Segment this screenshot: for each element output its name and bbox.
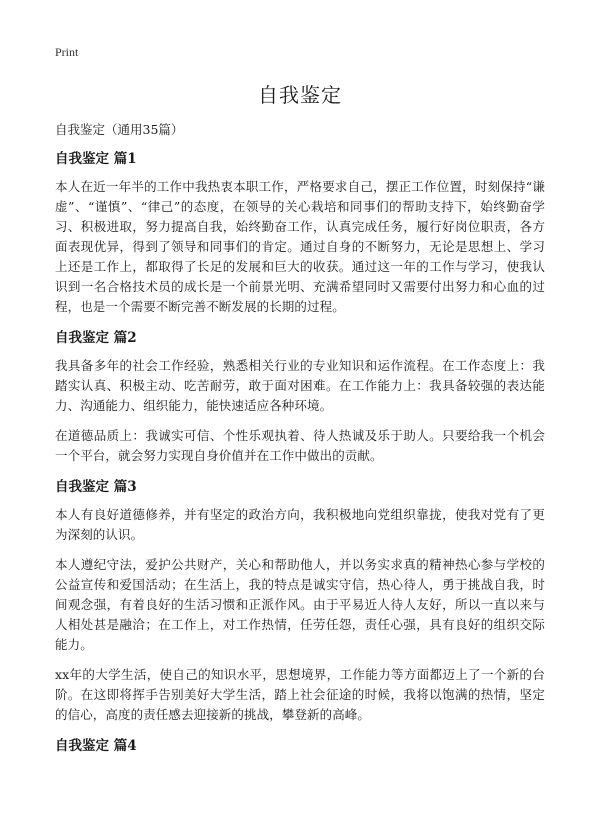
section-3-paragraph-1: 本人有良好道德修养，并有坚定的政治方向，我积极地向党组织靠拢，使我对党有了更为深刻的认识。 xyxy=(55,507,545,542)
section-3-paragraph-3: xx年的大学生活，使自己的知识水平，思想境界，工作能力等方面都迈上了一个新的台阶。在这即将挥手告别美好大学生活，踏上社会征途的时候，我将以饱满的热情，坚定的信心，高度的责任感去迎接新的挑战，攀登新的高峰。 xyxy=(55,667,545,722)
section-heading-1: 自我鉴定 篇1 xyxy=(55,151,137,167)
section-2-paragraph-1: 我具备多年的社会工作经验，熟悉相关行业的专业知识和运作流程。在工作态度上：我踏实认真、积极主动、吃苦耐劳，敢于面对困难。在工作能力上：我具备较强的表达能力、沟通能力、组织能力，能快速适应各种环境。 xyxy=(55,358,545,413)
document-subtitle: 自我鉴定（通用35篇） xyxy=(55,122,184,137)
print-link[interactable]: Print xyxy=(55,45,79,59)
section-3-paragraph-2: 本人遵纪守法，爱护公共财产，关心和帮助他人，并以务实求真的精神热心参与学校的公益宣传和爱国活动；在生活上，我的特点是诚实守信，热心待人，勇于挑战自我，时间观念强，有着良好的生活习惯和正派作风。由于平易近人待人友好，所以一直以来与人相处甚是融洽；在工作上，对工作热情，任劳任怨，责任心强，具有良好的组织交际能力。 xyxy=(55,557,545,652)
page-title: 自我鉴定 xyxy=(258,83,342,107)
section-2-paragraph-2: 在道德品质上：我诚实可信、个性乐观执着、待人热诚及乐于助人。只要给我一个机会一个平台，就会努力实现自身价值并在工作中做出的贡献。 xyxy=(55,428,545,463)
section-heading-2: 自我鉴定 篇2 xyxy=(55,330,137,346)
section-1-paragraph-1: 本人在近一年半的工作中我热衷本职工作，严格要求自己，摆正工作位置，时刻保持“谦虚”、“谨慎”、“律己”的态度，在领导的关心栽培和同事们的帮助支持下，始终勤奋学习、积极进取，努力提高自我，始终勤奋工作，认真完成任务，履行好岗位职责，各方面表现优异，得到了领导和同事们的肯定。通过自身的不断努力，无论是思想上、学习上还是工作上，都取得了长足的发展和巨大的收获。通过这一年的工作与学习，使我认识到一名合格技术员的成长是一个前景光明、充满希望同时又需要付出努力和心血的过程，也是一个需要不断完善不断发展的长期的过程。 xyxy=(55,179,545,314)
section-heading-3: 自我鉴定 篇3 xyxy=(55,479,137,495)
section-heading-4: 自我鉴定 篇4 xyxy=(55,738,137,754)
